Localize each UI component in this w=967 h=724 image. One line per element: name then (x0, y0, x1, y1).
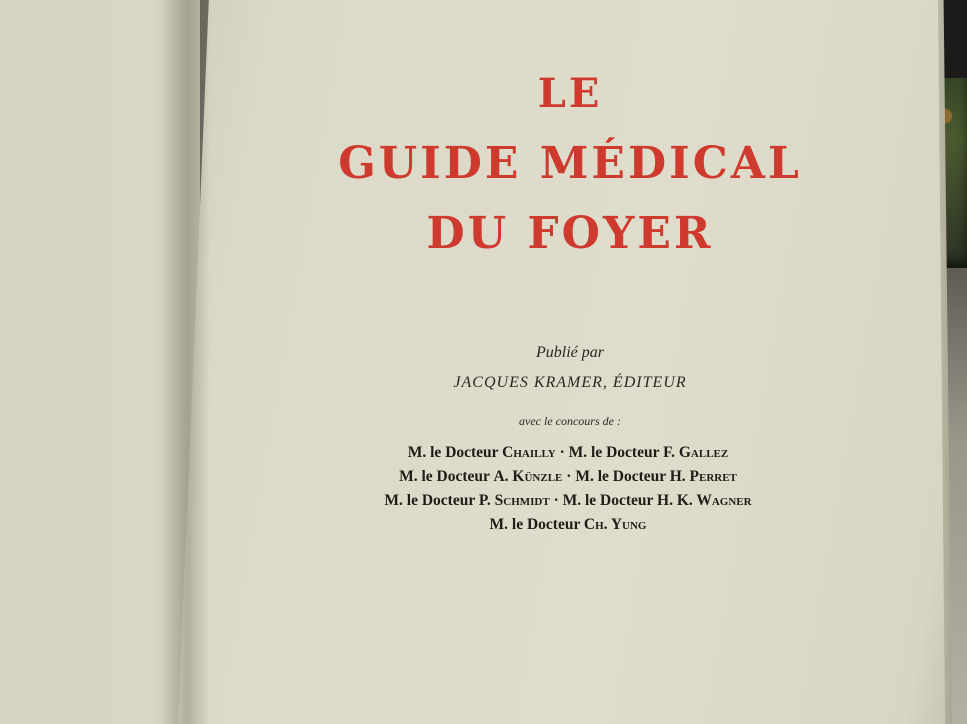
doctor-name: P. Schmidt (478, 492, 550, 509)
doctor-name: Chailly (502, 444, 556, 461)
doctor-name: H. K. Wagner (657, 492, 752, 509)
book-gutter (160, 0, 210, 724)
published-by: Publié par (536, 344, 604, 361)
doctor-prefix: M. le Docteur (489, 516, 581, 533)
separator-dot: · (566, 468, 572, 485)
doctor-prefix: M. le Docteur (575, 468, 666, 485)
doctor-prefix: M. le Docteur (399, 468, 490, 485)
title-line-1: LE (537, 70, 603, 117)
editor-name: JACQUES KRAMER, ÉDITEUR (453, 374, 687, 391)
separator-dot: · (559, 444, 565, 461)
doctor-prefix: M. le Docteur (568, 444, 660, 461)
doctor-prefix: M. le Docteur (384, 492, 475, 509)
contributors-intro: avec le concours de : (519, 414, 621, 428)
doctor-prefix: M. le Docteur (562, 492, 654, 509)
doctor-row (256, 489, 880, 513)
title-line-2: GUIDE MÉDICAL (338, 138, 802, 189)
doctor-list (256, 441, 880, 537)
title-page-text (220, 60, 880, 537)
doctor-name: H. Perret (669, 468, 737, 485)
doctor-row (256, 465, 880, 489)
doctor-name: A. Künzle (493, 468, 563, 485)
doctor-row (256, 513, 880, 537)
doctor-name: F. Gallez (663, 444, 729, 461)
title-line-3: DU FOYER (426, 208, 714, 259)
doctor-prefix: M. le Docteur (407, 444, 499, 461)
separator-dot: · (553, 492, 559, 509)
doctor-name: Ch. Yung (583, 516, 647, 533)
doctor-row (256, 441, 880, 465)
